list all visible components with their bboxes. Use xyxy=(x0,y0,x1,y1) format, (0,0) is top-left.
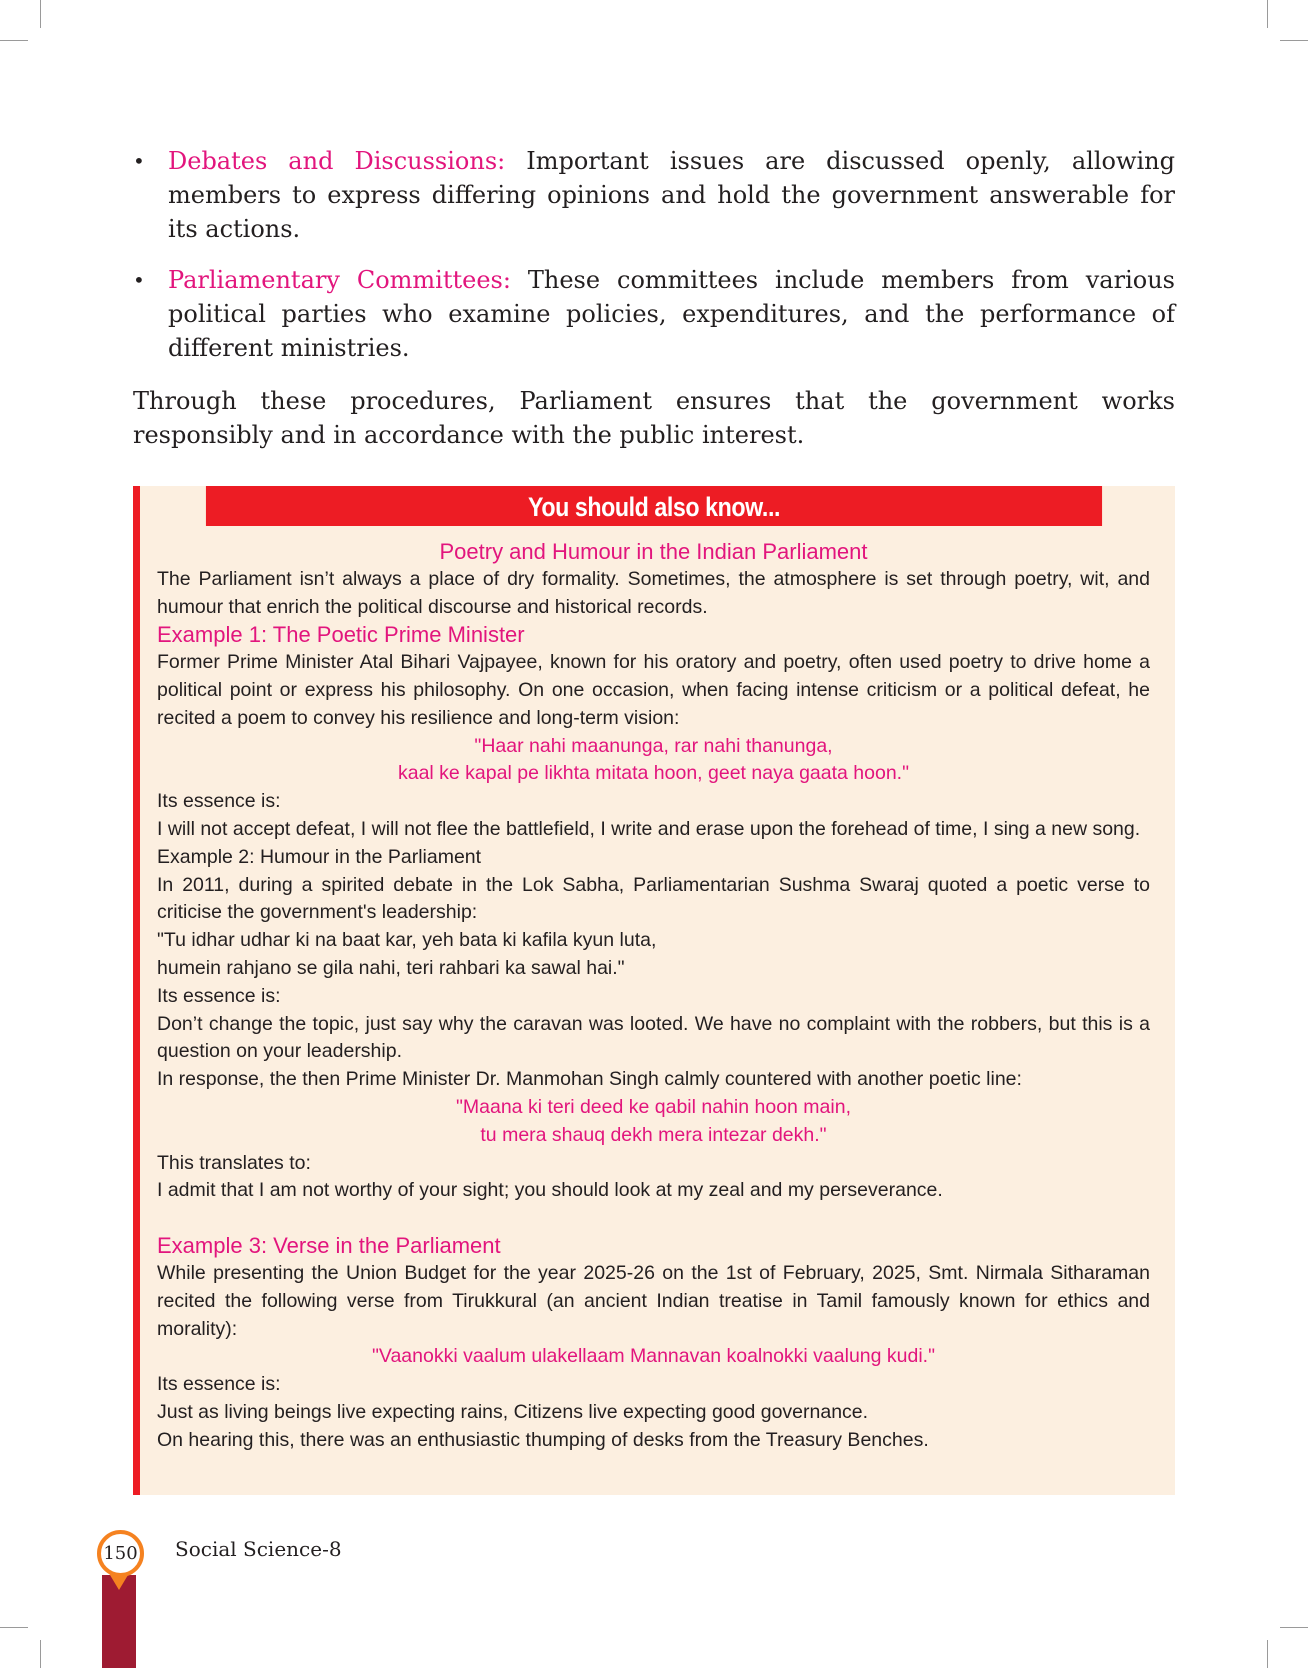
crop-mark xyxy=(40,1640,41,1668)
crop-mark xyxy=(0,1627,28,1628)
essence-label: Its essence is: xyxy=(157,790,281,813)
verse-line: "Maana ki teri deed ke qabil nahin hoon main, xyxy=(455,1095,851,1118)
info-box-subtitle: Poetry and Humour in the Indian Parliament xyxy=(439,539,868,564)
example-3-title: Example 3: Verse in the Parliament xyxy=(157,1233,501,1259)
bullet-item xyxy=(133,263,1175,365)
response-text: In response, the then Prime Minister Dr. Manmohan Singh calmly countered with another poetic line: xyxy=(157,1068,1022,1091)
page-number: 150 xyxy=(97,1530,144,1577)
bullet-dot-icon: • xyxy=(133,149,145,173)
bullet-item xyxy=(133,144,1175,246)
spacer xyxy=(157,1205,1150,1232)
example-3-text: While presenting the Union Budget for the year 2025-26 on the 1st of February, 2025, Smt. Nirmala Sitharaman recited the following verse from Tirukkural (an ancient Indian treatise in Tamil famously known for ethics and morality): xyxy=(157,1261,1150,1340)
bullet-list xyxy=(133,144,1175,382)
translation-label: This translates to: xyxy=(157,1151,311,1174)
crop-mark xyxy=(0,40,28,41)
bullet-text: Important issues are discussed openly, allowing members to express differing opinions and hold the government answerable for its actions. xyxy=(168,147,1175,243)
essence-label: Its essence is: xyxy=(157,1373,281,1396)
body-paragraph: Through these procedures, Parliament ensures that the government works responsibly and in accordance with the public interest. xyxy=(133,387,1175,449)
crop-mark xyxy=(1280,40,1308,41)
book-title: Social Science-8 xyxy=(175,1537,342,1561)
example-1-text: Former Prime Minister Atal Bihari Vajpayee, known for his oratory and poetry, often used poetry to drive home a political point or express his philosophy. On one occasion, when facing intense criticism or a political defeat, he recited a poem to convey his resilience and long-term vision: xyxy=(157,651,1150,729)
closing-text: On hearing this, there was an enthusiastic thumping of desks from the Treasury Benches. xyxy=(157,1428,929,1451)
verse-line: "Tu idhar udhar ki na baat kar, yeh bata ki kafila kyun luta, xyxy=(157,929,657,952)
bullet-term: Debates and Discussions: xyxy=(168,147,506,175)
info-box xyxy=(133,486,1175,1495)
bullet-term: Parliamentary Committees: xyxy=(168,266,511,294)
info-box-border xyxy=(133,486,140,1495)
example-2-text: In 2011, during a spirited debate in the Lok Sabha, Parliamentarian Sushma Swaraj quoted a poetic verse to criticise the government's leadership: xyxy=(157,873,1150,924)
bullet-text: These committees include members from various political parties who examine policies, expenditures, and the performance of different ministries. xyxy=(168,266,1175,362)
essence-text: Don’t change the topic, just say why the caravan was looted. We have no complaint with the robbers, but this is a question on your leadership. xyxy=(157,1012,1150,1063)
bullet-dot-icon: • xyxy=(133,268,145,292)
essence-text: I will not accept defeat, I will not flee the battlefield, I write and erase upon the forehead of time, I sing a new song. xyxy=(157,817,1141,840)
example-1-title: Example 1: The Poetic Prime Minister xyxy=(157,622,525,648)
info-box-body xyxy=(157,538,1150,1455)
verse-line: kaal ke kapal pe likhta mitata hoon, geet naya gaata hoon." xyxy=(397,762,910,785)
crop-mark xyxy=(1280,1627,1308,1628)
essence-label: Its essence is: xyxy=(157,984,281,1007)
verse-line: "Vaanokki vaalum ulakellaam Mannavan koalnokki vaalung kudi." xyxy=(371,1345,936,1368)
verse-line: humein rahjano se gila nahi, teri rahbari ka sawal hai." xyxy=(157,956,625,979)
example-2-title: Example 2: Humour in the Parliament xyxy=(157,845,482,868)
info-box-heading: You should also know... xyxy=(206,486,1102,526)
intro-text: The Parliament isn’t always a place of dry formality. Sometimes, the atmosphere is set through poetry, wit, and humour that enrich the political discourse and historical records. xyxy=(157,567,1150,618)
crop-mark xyxy=(1267,1640,1268,1668)
translation-text: I admit that I am not worthy of your sight; you should look at my zeal and my perseverance. xyxy=(157,1179,943,1202)
essence-text: Just as living beings live expecting rains, Citizens live expecting good governance. xyxy=(157,1400,869,1423)
verse-line: tu mera shauq dekh mera intezar dekh." xyxy=(480,1123,827,1146)
verse-line: "Haar nahi maanunga, rar nahi thanunga, xyxy=(474,734,833,757)
crop-mark xyxy=(1267,0,1268,28)
crop-mark xyxy=(40,0,41,28)
